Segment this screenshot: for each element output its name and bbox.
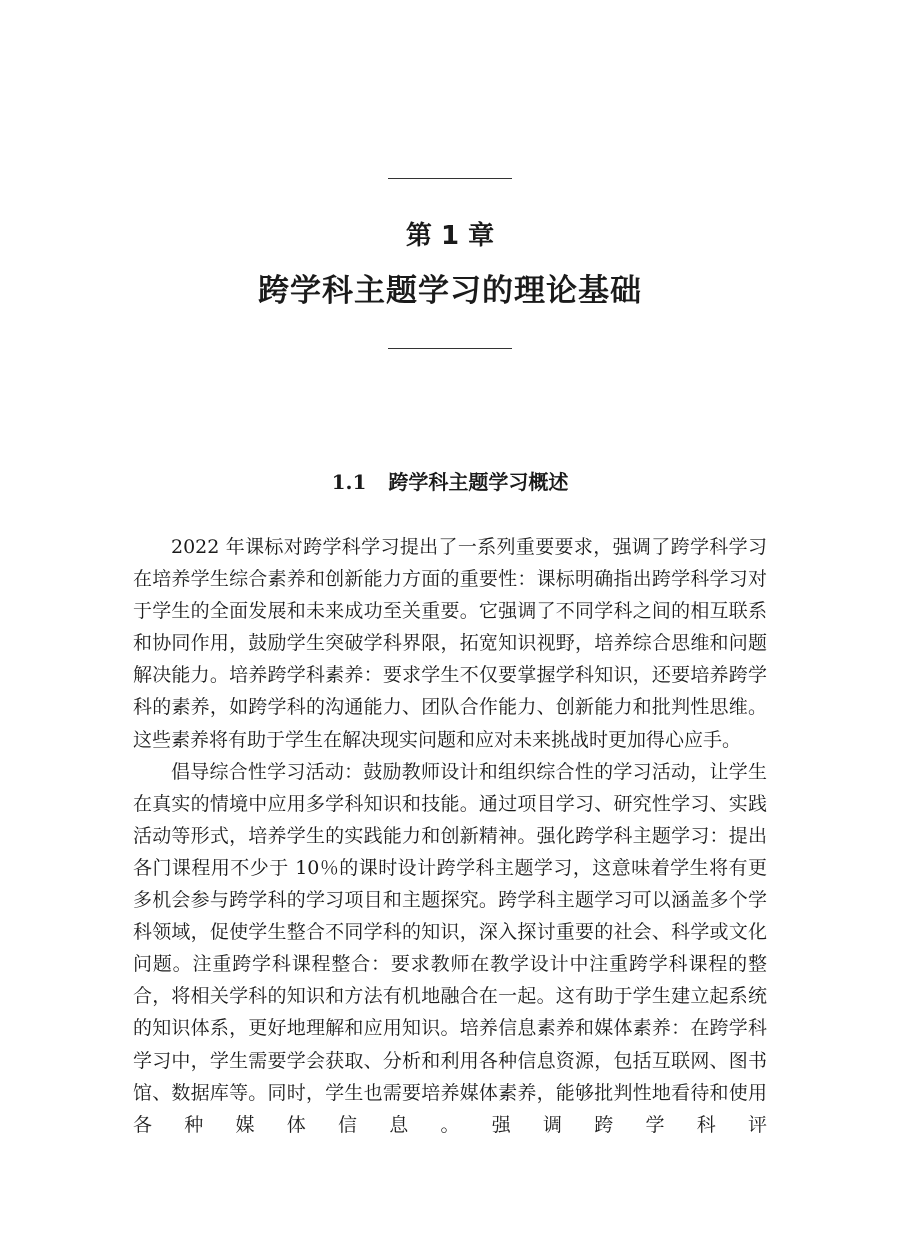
section-title: 跨学科主题学习概述 bbox=[388, 470, 569, 494]
chapter-title: 跨学科主题学习的理论基础 bbox=[258, 273, 642, 309]
paragraph: 倡导综合性学习活动：鼓励教师设计和组织综合性的学习活动，让学生在真实的情境中应用多学科知识和技能。通过项目学习、研究性学习、实践活动等形式，培养学生的实践能力和创新精神。强化跨学科主题学习：提出各门课程用不少于 10％的课时设计跨学科主题学习，这意味着学生将有更多机会参与跨学科的学习项目和主题探究。跨学科主题学习可以涵盖多个学科领域，促使学生整合不同学科的知识，深入探讨重要的社会、科学或文化问题。注重跨学科课程整合：要求教师在教学设计中注重跨学科课程的整合，将相关学科的知识和方法有机地融合在一起。这有助于学生建立起系统的知识体系，更好地理解和应用知识。培养信息素养和媒体素养：在跨学科学习中，学生需要学会获取、分析和利用各种信息资源，包括互联网、图书馆、数据库等。同时，学生也需要培养媒体素养，能够批判性地看待和使用各种媒体信息。强调跨学科评 bbox=[133, 760, 767, 1136]
chapter-bottom-rule bbox=[388, 348, 512, 349]
section-number: 1.1 bbox=[331, 470, 367, 494]
paragraph: 2022 年课标对跨学科学习提出了一系列重要要求，强调了跨学科学习在培养学生综合素养和创新能力方面的重要性：课标明确指出跨学科学习对于学生的全面发展和未来成功至关重要。它强调了不同学科之间的相互联系和协同作用，鼓励学生突破学科界限，拓宽知识视野，培养综合思维和问题解决能力。培养跨学科素养：要求学生不仅要掌握学科知识，还要培养跨学科的素养，如跨学科的沟通能力、团队合作能力、创新能力和批判性思维。这些素养将有助于学生在解决现实问题和应对未来挑战时更加得心应手。 bbox=[133, 536, 767, 751]
section-heading bbox=[0, 464, 900, 500]
chapter-label: 第 1 章 bbox=[405, 221, 495, 251]
body-text bbox=[133, 531, 767, 1141]
chapter-top-rule bbox=[388, 178, 512, 179]
